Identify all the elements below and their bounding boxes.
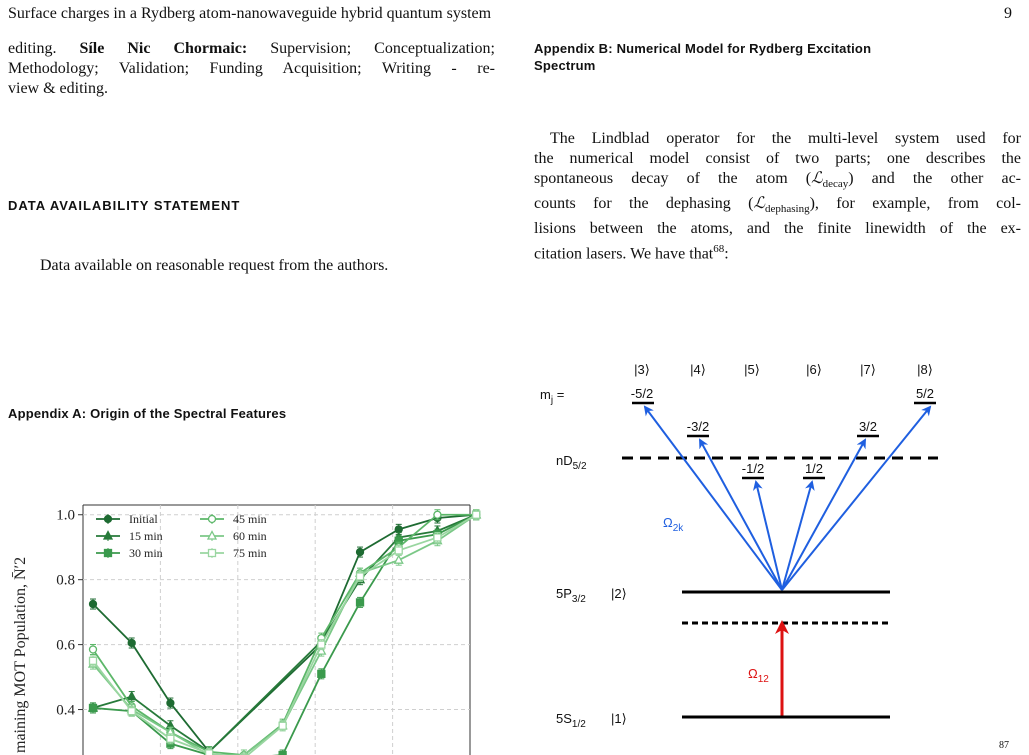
ket-3: |3⟩ bbox=[634, 362, 650, 377]
contrib-pre: editing. bbox=[8, 40, 57, 57]
blue-arrow-7 bbox=[782, 440, 865, 590]
contrib-line-2: Methodology; Validation; Funding Acquisition; Writing - re- bbox=[8, 60, 495, 77]
mj-value-4: 1/2 bbox=[804, 461, 824, 476]
chart-y-axis-label: maining MOT Population, N̄′2 bbox=[12, 556, 29, 753]
data-point-0-5 bbox=[357, 549, 364, 556]
s-main: 5S bbox=[556, 711, 572, 726]
data-point-5-1 bbox=[128, 708, 135, 715]
ket-2: |2⟩ bbox=[611, 586, 627, 601]
contrib-line-3: view & editing. bbox=[8, 80, 108, 97]
data-point-5-9 bbox=[434, 534, 441, 541]
l-dephasing-symbol: ℒ bbox=[753, 195, 765, 213]
chart-legend bbox=[96, 512, 267, 560]
data-point-2-0 bbox=[90, 704, 97, 711]
para-line-3 bbox=[534, 169, 1021, 194]
data-point-0-1 bbox=[128, 639, 135, 646]
legend-marker-2 bbox=[105, 550, 112, 557]
para-line-2: the numerical model consist of two parts; one describes the bbox=[534, 150, 1021, 167]
appendix-b-heading-line2: Spectrum bbox=[534, 58, 596, 73]
l-decay-symbol: ℒ bbox=[811, 170, 823, 187]
mj-value-3: -1/2 bbox=[741, 461, 765, 476]
p-sub: 3/2 bbox=[571, 594, 586, 605]
para-line-6-text: citation lasers. We have that bbox=[534, 245, 714, 263]
s-sub: 1/2 bbox=[571, 719, 586, 730]
contrib-line1-tail: Supervision; Conceptualization; bbox=[270, 40, 496, 57]
legend-label-2: 30 min bbox=[129, 546, 163, 560]
para-line-5: lisions between the atoms, and the finite linewidth of the ex- bbox=[534, 220, 1021, 238]
omega-12: Ω bbox=[748, 666, 758, 681]
para-line-3-tail: ) and the other ac- bbox=[848, 170, 1021, 187]
p-label bbox=[556, 586, 586, 605]
coupling-arrows-2k bbox=[645, 407, 930, 590]
contrib-author-name: Síle Nic Chormaic: bbox=[79, 40, 248, 57]
data-point-5-2 bbox=[167, 735, 174, 742]
appendix-b-heading-line1: Appendix B: Numerical Model for Rydberg Excitation bbox=[534, 41, 872, 56]
mj-sub: j bbox=[550, 395, 554, 406]
author-contributions bbox=[8, 39, 495, 99]
energy-level-diagram bbox=[520, 355, 1029, 755]
data-point-5-6 bbox=[318, 641, 325, 648]
contrib-line-1 bbox=[8, 39, 495, 59]
y-tick-label-2: 0.8 bbox=[56, 572, 75, 589]
legend-label-4: 60 min bbox=[233, 529, 267, 543]
omega-12-label bbox=[748, 666, 769, 685]
legend-label-0: Initial bbox=[129, 512, 158, 526]
data-availability-text: Data available on reasonable request from the authors. bbox=[40, 257, 389, 274]
ket-6: |6⟩ bbox=[806, 362, 822, 377]
data-point-3-9 bbox=[434, 511, 441, 518]
ket-4: |4⟩ bbox=[690, 362, 706, 377]
para-line-3-head: spontaneous decay of the atom ( bbox=[534, 170, 812, 187]
blue-arrow-6 bbox=[782, 482, 812, 590]
nd-main: nD bbox=[556, 453, 573, 468]
citation-68: 68 bbox=[713, 243, 725, 256]
ket-1: |1⟩ bbox=[611, 711, 627, 726]
mj-m: m bbox=[540, 387, 551, 402]
page-number: 9 bbox=[1004, 5, 1012, 22]
l-dephasing-sub: dephasing bbox=[764, 203, 810, 216]
para-line-4-tail: ), for example, from col- bbox=[809, 195, 1021, 213]
para-line-6-tail: : bbox=[724, 245, 729, 263]
p-main: 5P bbox=[556, 586, 572, 601]
mj-value-6: 5/2 bbox=[915, 386, 935, 401]
omega-2k-sub: 2k bbox=[672, 523, 684, 534]
data-point-2-6 bbox=[318, 670, 325, 677]
data-point-0-0 bbox=[90, 601, 97, 608]
omega-2k-label bbox=[663, 515, 684, 534]
omega-2k: Ω bbox=[663, 515, 673, 530]
mj-value-1: -5/2 bbox=[630, 386, 654, 401]
ket-7: |7⟩ bbox=[860, 362, 876, 377]
data-point-2-5 bbox=[279, 752, 286, 755]
data-availability-heading: DATA AVAILABILITY STATEMENT bbox=[8, 198, 241, 213]
data-point-3-0 bbox=[90, 646, 97, 653]
mot-population-chart bbox=[0, 495, 520, 755]
ket-8: |8⟩ bbox=[917, 362, 933, 377]
blue-arrow-8 bbox=[782, 407, 930, 590]
para-line-4-head: counts for the dephasing ( bbox=[534, 195, 754, 213]
data-point-5-10 bbox=[473, 511, 480, 518]
chart-y-ticks bbox=[56, 508, 83, 719]
nd-label bbox=[556, 453, 587, 472]
para-line-6 bbox=[534, 239, 1021, 264]
running-header: Surface charges in a Rydberg atom-nanowaveguide hybrid quantum system bbox=[8, 5, 492, 22]
data-point-2-7 bbox=[357, 599, 364, 606]
data-point-0-2 bbox=[167, 700, 174, 707]
legend-label-5: 75 min bbox=[233, 546, 267, 560]
data-point-5-3 bbox=[206, 750, 213, 755]
l-decay-sub: decay bbox=[822, 178, 849, 191]
data-point-5-0 bbox=[90, 657, 97, 664]
legend-label-3: 45 min bbox=[233, 512, 267, 526]
data-point-5-5 bbox=[279, 722, 286, 729]
appendix-b-heading bbox=[534, 40, 871, 74]
legend-label-1: 15 min bbox=[129, 529, 163, 543]
data-point-5-7 bbox=[357, 573, 364, 580]
omega-12-sub: 12 bbox=[757, 674, 769, 685]
y-tick-label-1: 0.6 bbox=[56, 637, 75, 654]
s-label bbox=[556, 711, 586, 730]
legend-marker-0 bbox=[105, 516, 112, 523]
para-line-4 bbox=[534, 194, 1021, 219]
legend-marker-3 bbox=[209, 516, 216, 523]
para-line-1: The Lindblad operator for the multi-level system used for bbox=[550, 130, 1021, 147]
mj-value-2: -3/2 bbox=[686, 419, 710, 434]
appendix-a-heading: Appendix A: Origin of the Spectral Features bbox=[8, 406, 287, 421]
legend-marker-5 bbox=[209, 550, 216, 557]
mj-eq: = bbox=[553, 387, 565, 402]
data-point-1-1 bbox=[128, 692, 136, 700]
mj-label bbox=[540, 387, 564, 406]
y-tick-label-0: 0.4 bbox=[56, 702, 75, 719]
nd-sub: 5/2 bbox=[572, 461, 587, 472]
mj-value-5: 3/2 bbox=[858, 419, 878, 434]
data-point-5-8 bbox=[395, 547, 402, 554]
appendix-b-paragraph bbox=[534, 129, 1021, 265]
y-tick-label-3: 1.0 bbox=[56, 507, 75, 524]
blue-arrow-3 bbox=[645, 407, 782, 590]
ket-5: |5⟩ bbox=[744, 362, 760, 377]
corner-superscript: 87 bbox=[999, 740, 1009, 751]
